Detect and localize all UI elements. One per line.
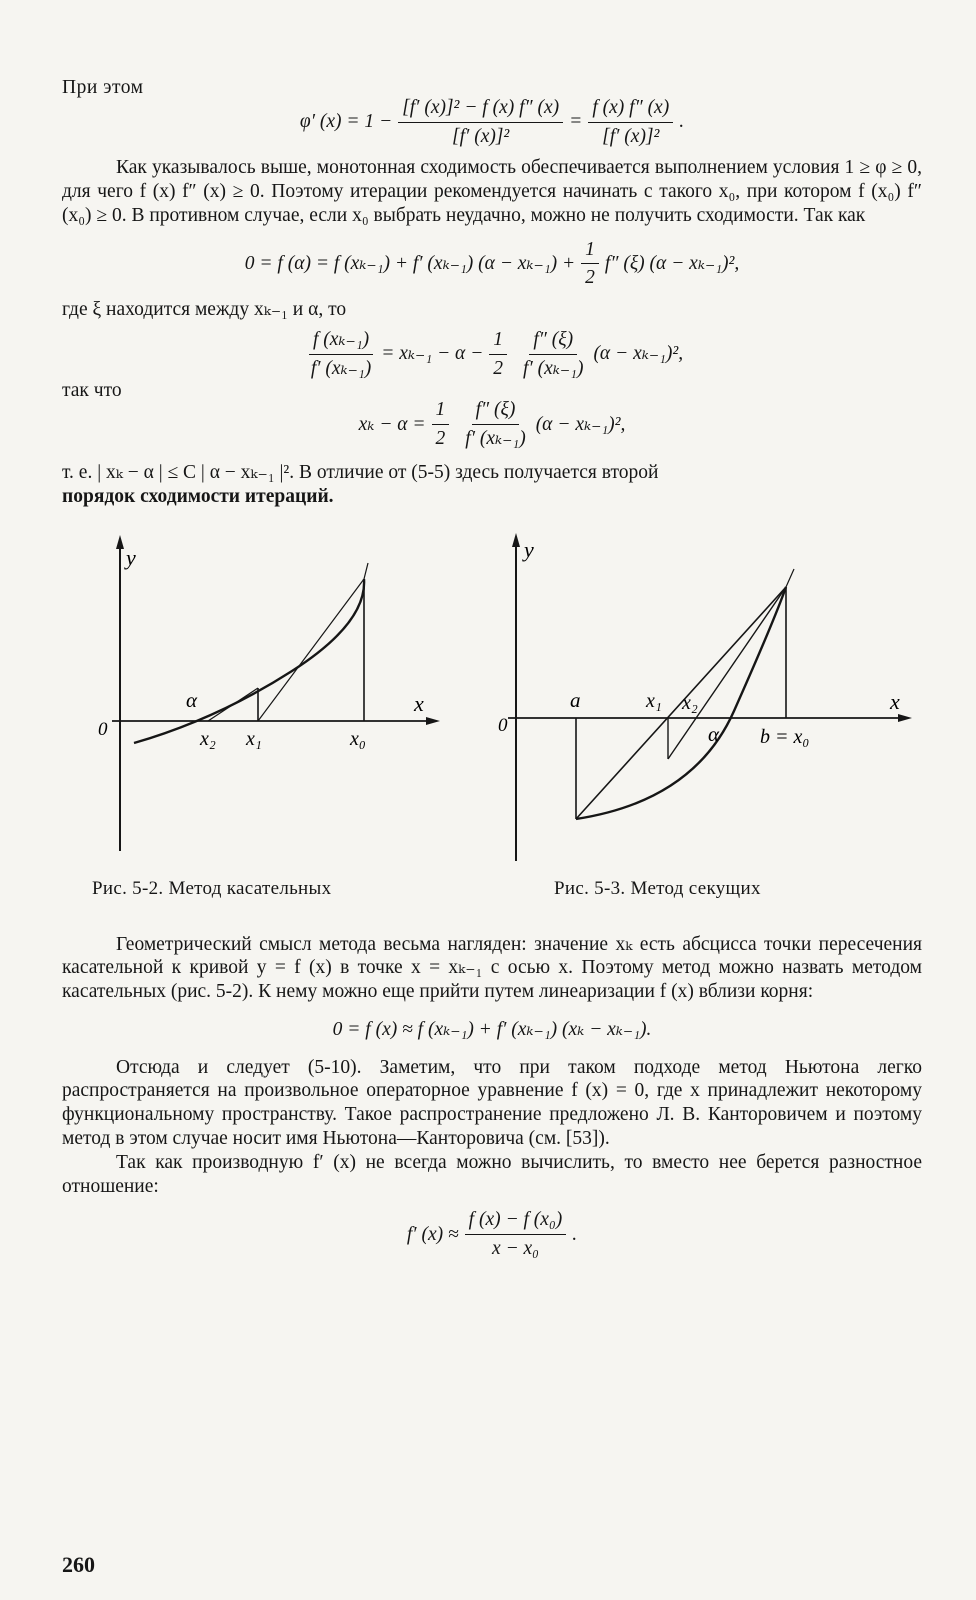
eq3-num3: f″ (ξ) xyxy=(529,328,577,355)
equation-difference-quotient xyxy=(62,1208,922,1261)
fig1-label-x0: x₀ xyxy=(350,727,366,750)
eq4-den2: f′ (xₖ₋₁) xyxy=(465,428,526,450)
page-content xyxy=(62,76,922,1261)
fig2-x-arrow xyxy=(898,714,912,722)
fig1-x-arrow xyxy=(426,717,440,725)
paragraph-lead: При этом xyxy=(62,77,144,98)
paragraph-convergence: Как указывалось выше, монотонная сходимость обеспечивается выполнением условия 1 ≥ φ ≥ 0, для чего f (x) f″ (x) ≥ 0. Поэтому итерации рекомендуется начинать с такого x₀, при котором f (x₀) f″ (x₀) ≥ 0. В противном случае, если x₀ выбрать неудачно, можно не получить сходимости. Так как xyxy=(62,157,922,226)
paragraph-kantorovich: Отсюда и следует (5-10). Заметим, что при таком подходе метод Ньютона легко распространяется на произвольное операторное уравнение f (x) = 0, где x принадлежит некоторому функциональному пространству. Такое распространение предложено Л. В. Канторовичем и поэтому метод в этом случае носит имя Ньютона—Канторовича (см. [53]). xyxy=(62,1056,922,1149)
fig2-label-x: x xyxy=(890,688,900,714)
paragraph-order-b: порядок сходимости итераций. xyxy=(62,485,334,507)
equation-taylor xyxy=(62,238,922,291)
eq1-lhs: φ′ (x) = 1 − xyxy=(299,111,393,133)
eq1-num2: f (x) f″ (x) xyxy=(588,96,673,123)
fig1-caption: Рис. 5-2. Метод касательных xyxy=(92,877,332,899)
fig1-y-arrow xyxy=(116,535,124,549)
paragraph-xi: где ξ находится между xₖ₋₁ и α, то xyxy=(62,299,347,321)
eq3-frac1 xyxy=(307,328,375,381)
fig1-label-x2: x₂ xyxy=(200,727,216,750)
fig1-label-o: 0 xyxy=(98,718,108,740)
eq2-lhs: 0 = f (α) = f (xₖ₋₁) + f′ (xₖ₋₁) (α − xₖ₋₁) + xyxy=(244,253,576,275)
eq6-lhs: f′ (x) ≈ xyxy=(406,1223,459,1245)
eq1-end: . xyxy=(679,111,685,133)
eq2-rhs: f″ (ξ) (α − xₖ₋₁)², xyxy=(604,253,740,275)
fig2-curve-top xyxy=(786,569,794,587)
eq2-den: 2 xyxy=(585,267,595,289)
eq4-den1: 2 xyxy=(435,428,446,450)
eq2-frac xyxy=(581,238,599,291)
fig2-label-a: a xyxy=(570,687,581,712)
eq4-num1: 1 xyxy=(432,398,450,425)
equation-error xyxy=(62,398,922,451)
eq6-frac xyxy=(465,1208,567,1261)
fig1-label-y: y xyxy=(126,544,136,570)
eq3-den1: f′ (xₖ₋₁) xyxy=(310,357,372,379)
paragraph-difference: Так как производную f′ (x) не всегда можно вычислить, то вместо нее берется разностное отношение: xyxy=(62,1151,922,1197)
paragraph-order-a: т. е. | xₖ − α | ≤ C | α − xₖ₋₁ |². В отличие от (5-5) здесь получается второй xyxy=(62,461,659,483)
eq1-den2: [f′ (x)]² xyxy=(602,125,660,147)
figure-tangent-method xyxy=(62,531,462,861)
equation-linearization: 0 = f (x) ≈ f (xₖ₋₁) + f′ (xₖ₋₁) (xₖ − xₖ₋₁). xyxy=(332,1018,652,1040)
eq6-end: . xyxy=(572,1223,578,1245)
fig2-secant-1 xyxy=(576,587,786,819)
eq1-frac1 xyxy=(398,96,563,149)
fig1-label-x1: x₁ xyxy=(246,727,262,750)
paragraph-so-that: так что xyxy=(62,379,122,401)
fig2-label-y: y xyxy=(524,536,534,562)
fig2-caption: Рис. 5-3. Метод секущих xyxy=(554,877,761,899)
eq1-num1: [f′ (x)]² − f (x) f″ (x) xyxy=(398,96,563,123)
fig2-label-b: b = x₀ xyxy=(760,725,810,748)
figure-secant-method xyxy=(494,531,924,871)
equation-phi-derivative xyxy=(62,96,922,149)
paragraph-geometric-meaning: Геометрический смысл метода весьма нагляден: значение xₖ есть абсцисса точки пересечения касательной к кривой y = f (x) в точке x = xₖ₋₁ с осью x. Поэтому метод можно назвать методом касательных (рис. 5-2). К нему можно еще прийти путем линеаризации f (x) вблизи корня: xyxy=(62,933,922,1003)
eq3-frac3 xyxy=(519,328,587,381)
eq2-num: 1 xyxy=(581,238,599,265)
eq3-den3: f′ (xₖ₋₁) xyxy=(523,357,584,379)
fig1-tangent-x0 xyxy=(258,579,364,721)
equation-ratio xyxy=(62,328,922,381)
eq1-equals: = xyxy=(569,111,583,133)
fig2-label-o: 0 xyxy=(498,714,508,736)
eq3-frac2 xyxy=(489,328,507,381)
page-number: 260 xyxy=(62,1552,95,1577)
eq3-num2: 1 xyxy=(489,328,507,355)
eq1-den1: [f′ (x)]² xyxy=(452,125,510,147)
fig1-curve xyxy=(134,579,364,743)
eq1-frac2 xyxy=(588,96,673,149)
fig1-label-alpha: α xyxy=(186,687,198,712)
eq4-frac2 xyxy=(461,398,529,451)
eq6-num: f (x) − f (x₀) xyxy=(465,1208,567,1235)
fig1-curve-top xyxy=(364,563,368,579)
eq3-rhs: (α − xₖ₋₁)², xyxy=(593,343,684,365)
fig1-tangent-x1 xyxy=(208,688,258,721)
fig2-label-alpha: α xyxy=(708,721,720,746)
fig2-label-x1: x₁ xyxy=(646,689,662,712)
figures-row xyxy=(62,531,922,911)
fig2-y-arrow xyxy=(512,533,520,547)
eq3-num1: f (xₖ₋₁) xyxy=(309,328,373,355)
eq4-rhs: (α − xₖ₋₁)², xyxy=(535,413,626,435)
fig2-label-x2: x₂ xyxy=(682,691,698,714)
eq3-den2: 2 xyxy=(493,357,504,379)
fig1-label-x: x xyxy=(414,690,424,716)
eq6-den: x − x₀ xyxy=(491,1238,539,1260)
eq4-num2: f″ (ξ) xyxy=(472,398,520,425)
eq4-lhs: xₖ − α = xyxy=(358,413,426,435)
eq4-frac1 xyxy=(432,398,450,451)
eq3-mid: = xₖ₋₁ − α − xyxy=(381,343,484,365)
